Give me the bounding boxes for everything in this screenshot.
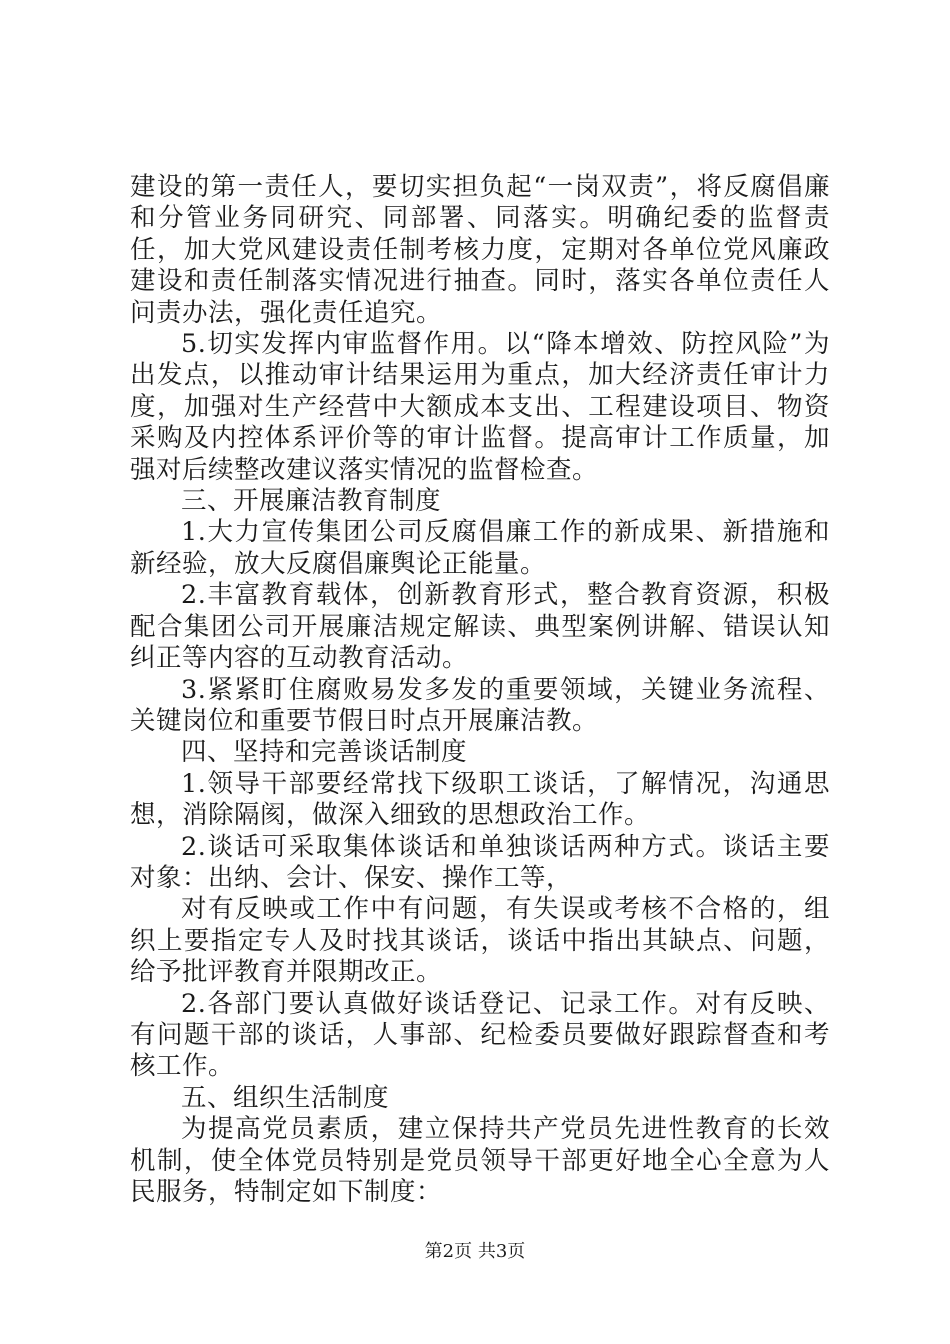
paragraph: 3.紧紧盯住腐败易发多发的重要领域，关键业务流程、关键岗位和重要节假日时点开展廉洁教。 xyxy=(130,674,830,736)
document-body xyxy=(130,172,830,1208)
paragraph: 5.切实发挥内审监督作用。以“降本增效、防控风险”为出发点，以推动审计结果运用为重点，加大经济责任审计力度，加强对生产经营中大额成本支出、工程建设项目、物资采购及内控体系评价等的审计监督。提高审计工作质量，加强对后续整改建议落实情况的监督检查。 xyxy=(130,329,830,485)
paragraph: 2.谈话可采取集体谈话和单独谈话两种方式。谈话主要对象：出纳、会计、保安、操作工等， xyxy=(130,831,830,893)
paragraph: 1.领导干部要经常找下级职工谈话，了解情况，沟通思想，消除隔阂，做深入细致的思想政治工作。 xyxy=(130,768,830,831)
paragraph: 建设的第一责任人，要切实担负起“一岗双责”，将反腐倡廉和分管业务同研究、同部署、同落实。明确纪委的监督责任，加大党风建设责任制考核力度，定期对各单位党风廉政建设和责任制落实情况进行抽查。同时，落实各单位责任人问责办法，强化责任追究。 xyxy=(130,172,830,328)
page-footer: 第2页 共3页 xyxy=(424,1241,526,1262)
paragraph: 为提高党员素质，建立保持共产党员先进性教育的长效机制，使全体党员特别是党员领导干部更好地全心全意为人民服务，特制定如下制度： xyxy=(130,1114,830,1207)
paragraph: 2.丰富教育载体，创新教育形式，整合教育资源，积极配合集团公司开展廉洁规定解读、典型案例讲解、错误认知纠正等内容的互动教育活动。 xyxy=(130,580,830,674)
paragraph: 对有反映或工作中有问题，有失误或考核不合格的，组织上要指定专人及时找其谈话，谈话中指出其缺点、问题，给予批评教育并限期改正。 xyxy=(130,894,830,988)
paragraph: 2.各部门要认真做好谈话登记、记录工作。对有反映、有问题干部的谈话，人事部、纪检委员要做好跟踪督查和考核工作。 xyxy=(130,988,830,1082)
paragraph: 1.大力宣传集团公司反腐倡廉工作的新成果、新措施和新经验，放大反腐倡廉舆论正能量。 xyxy=(130,517,830,579)
section-heading: 四、坚持和完善谈话制度 xyxy=(181,737,468,768)
section-heading: 三、开展廉洁教育制度 xyxy=(181,486,442,517)
section-heading: 五、组织生活制度 xyxy=(181,1082,390,1113)
